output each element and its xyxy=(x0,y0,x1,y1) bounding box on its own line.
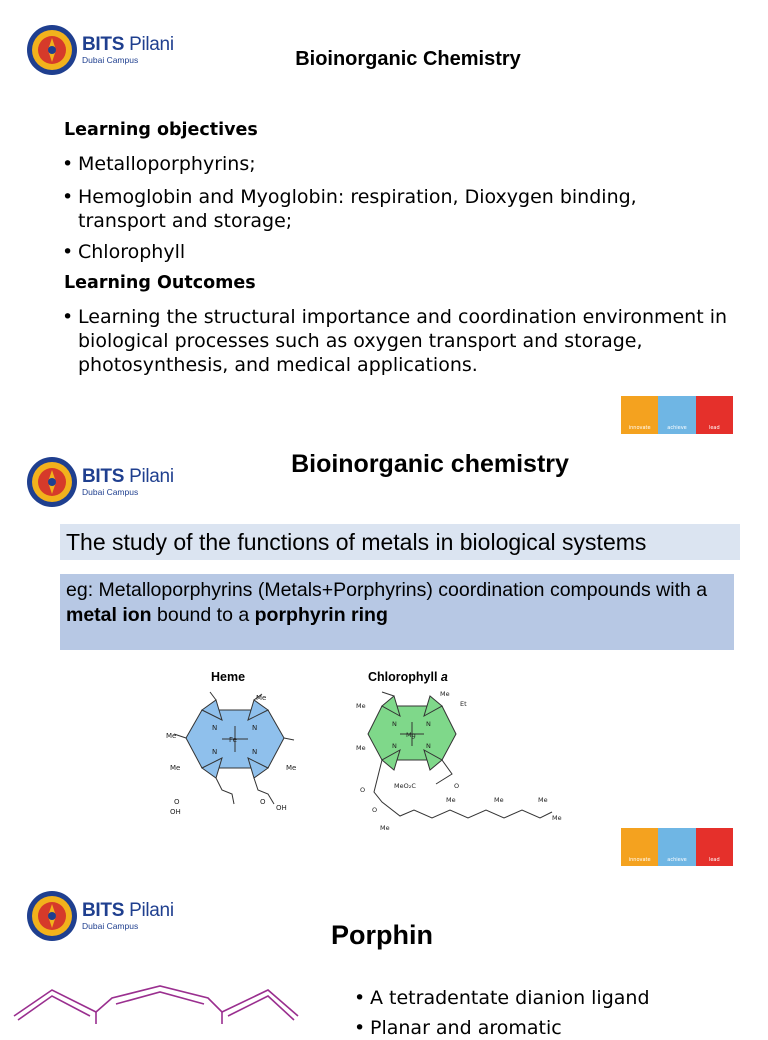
chl-atom-label: Et xyxy=(460,700,467,708)
bits-emblem-icon xyxy=(26,24,78,76)
slide-3-title: Porphin xyxy=(331,920,433,950)
objective-item: • Chlorophyll xyxy=(62,240,728,264)
heme-atom-label: OH xyxy=(170,808,181,816)
heme-atom-label: N xyxy=(252,724,258,732)
heme-structure xyxy=(160,690,310,820)
heme-atom-label: Me xyxy=(256,694,267,702)
innovate-achieve-lead-badge xyxy=(621,396,733,434)
bits-logo xyxy=(26,24,174,76)
chl-atom-label: N xyxy=(392,742,397,750)
heme-atom-label: Me xyxy=(286,764,297,772)
heme-atom-label: O xyxy=(260,798,266,806)
example-box xyxy=(60,574,734,650)
metal-ion-term: metal ion xyxy=(66,604,152,626)
chl-atom-label: Me xyxy=(356,744,366,752)
porphin-bullet: • Planar and aromatic xyxy=(354,1016,768,1040)
example-text-mid: bound to a xyxy=(151,604,255,626)
heme-label: Heme xyxy=(211,670,246,684)
badge-achieve: achieve xyxy=(658,828,695,866)
objectives-heading: Learning objectives xyxy=(64,120,258,140)
chl-atom-label: Me xyxy=(494,796,504,804)
heme-atom-label: Me xyxy=(166,732,177,740)
chl-atom-label: O xyxy=(372,806,378,814)
bits-emblem-icon xyxy=(26,890,78,942)
heme-atom-label: Fe xyxy=(229,736,237,744)
chl-atom-label: Me xyxy=(440,690,450,698)
heme-atom-label: N xyxy=(212,724,218,732)
objective-item: • Metalloporphyrins; xyxy=(62,152,728,176)
campus-name: Dubai Campus xyxy=(82,921,139,932)
chl-atom-label: N xyxy=(426,742,431,750)
chl-atom-label: N xyxy=(426,720,431,728)
objective-item: • Hemoglobin and Myoglobin: respiration, Dioxygen binding, transport and storage; xyxy=(62,185,728,233)
chl-atom-label: Me xyxy=(380,824,390,832)
chl-atom-label: Me xyxy=(552,814,562,822)
bits-emblem-icon xyxy=(26,456,78,508)
chlorophyll-structure xyxy=(352,688,572,840)
slide-3 xyxy=(0,872,768,1039)
badge-innovate: innovate xyxy=(621,828,658,866)
porphin-structure xyxy=(0,976,310,1024)
chlorophyll-label: Chlorophyll a xyxy=(368,670,448,684)
slide-1 xyxy=(0,0,768,438)
chl-atom-label: N xyxy=(392,720,397,728)
heme-atom-label: Me xyxy=(170,764,181,772)
chl-atom-label: Mg xyxy=(406,731,416,739)
badge-achieve: achieve xyxy=(658,396,695,434)
chl-atom-label: Me xyxy=(446,796,456,804)
slide-2 xyxy=(0,438,768,872)
innovate-achieve-lead-badge xyxy=(621,828,733,866)
chl-atom-label: MeO₂C xyxy=(394,782,416,790)
chl-atom-label: O xyxy=(360,786,366,794)
chl-atom-label: Me xyxy=(356,702,366,710)
heme-atom-label: N xyxy=(212,748,218,756)
badge-lead: lead xyxy=(696,828,733,866)
badge-innovate: innovate xyxy=(621,396,658,434)
slide-2-title: Bioinorganic chemistry xyxy=(291,450,569,478)
chl-atom-label: Me xyxy=(538,796,548,804)
heme-atom-label: N xyxy=(252,748,258,756)
definition-box: The study of the functions of metals in biological systems xyxy=(60,524,740,560)
outcomes-heading: Learning Outcomes xyxy=(64,273,256,293)
bits-logo xyxy=(26,890,174,942)
bits-logo xyxy=(26,456,174,508)
brand-name: BITS Pilani xyxy=(82,900,174,922)
chl-atom-label: O xyxy=(454,782,460,790)
slide-1-title: Bioinorganic Chemistry xyxy=(295,48,521,70)
porphyrin-ring-term: porphyrin ring xyxy=(254,604,388,626)
example-text: eg: Metalloporphyrins (Metals+Porphyrins) coordination compounds with a xyxy=(66,579,708,601)
campus-name: Dubai Campus xyxy=(82,55,139,66)
brand-name: BITS Pilani xyxy=(82,466,174,488)
porphin-bullet: • A tetradentate dianion ligand xyxy=(354,986,768,1010)
heme-atom-label: OH xyxy=(276,804,287,812)
campus-name: Dubai Campus xyxy=(82,487,139,498)
heme-atom-label: O xyxy=(174,798,180,806)
badge-lead: lead xyxy=(696,396,733,434)
brand-name: BITS Pilani xyxy=(82,34,174,56)
outcome-item: • Learning the structural importance and coordination environment in biological processes such as oxygen transport and storage, photosynthesis, and medical applications. xyxy=(62,305,728,377)
